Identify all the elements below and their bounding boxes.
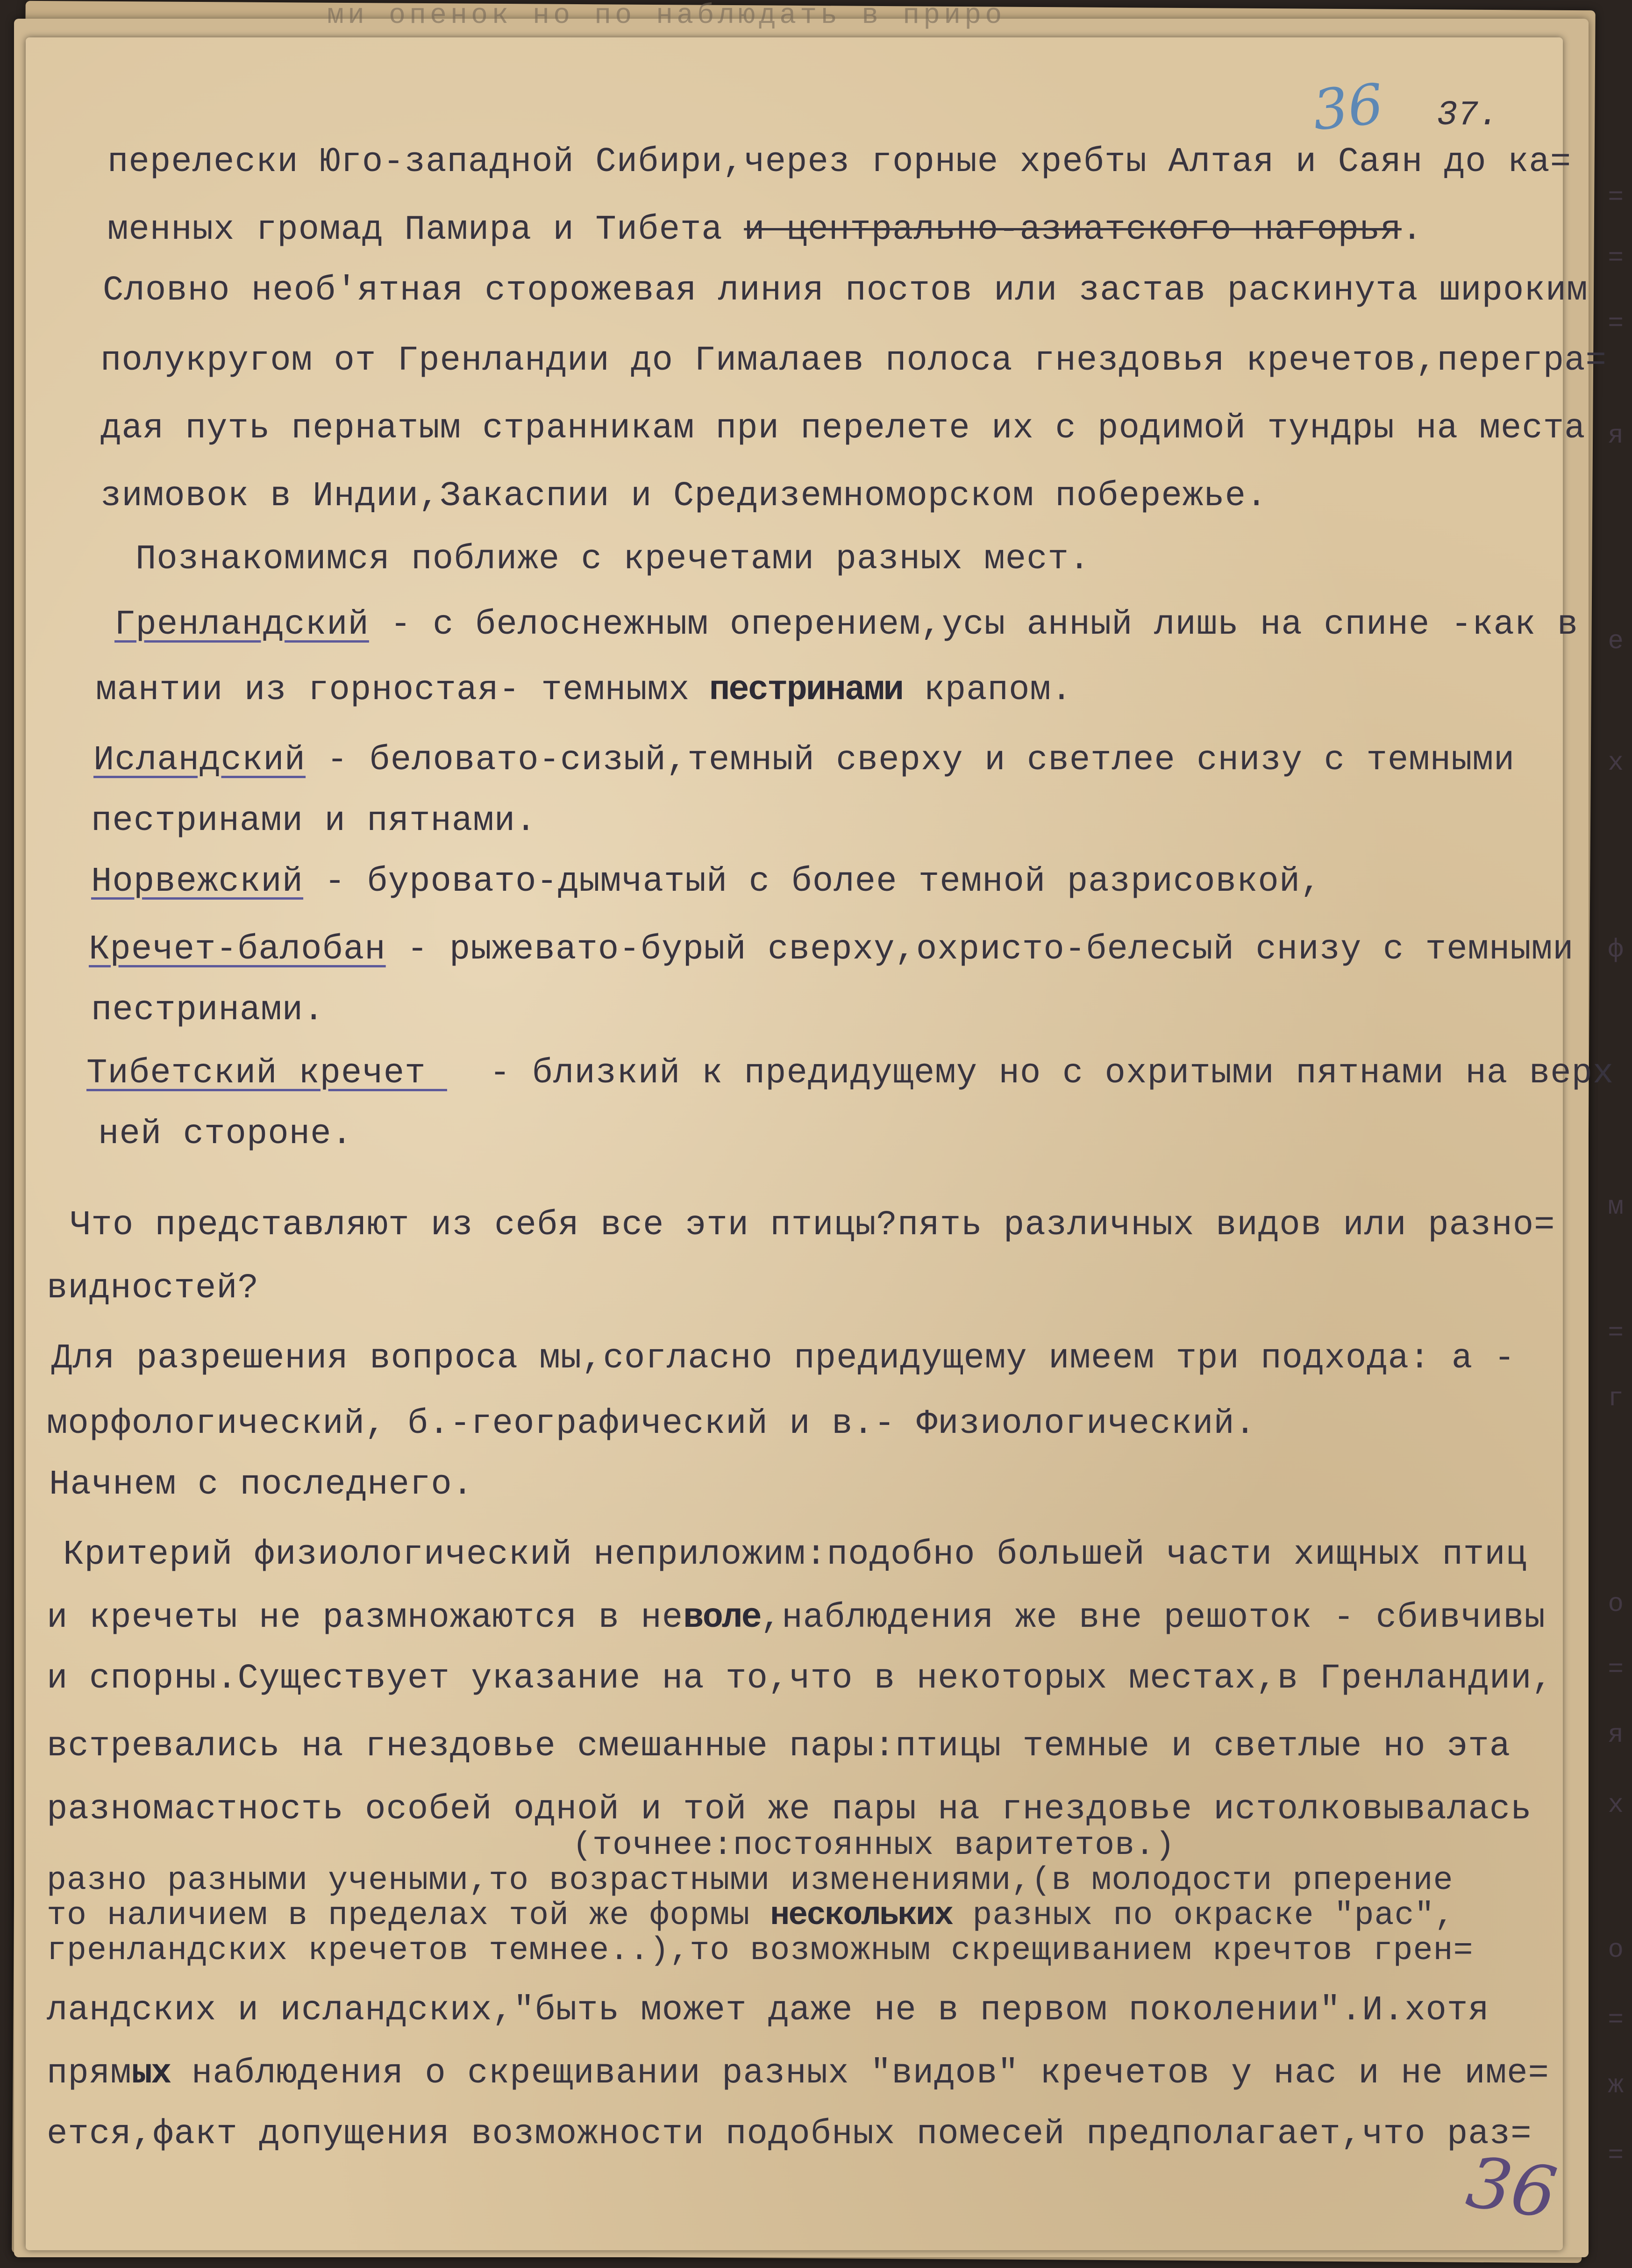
edge-fragment: = xyxy=(1608,1654,1624,1684)
text-span: менных громад Памира и Тибета xyxy=(107,210,744,250)
subspecies-name: Кречет-балобан xyxy=(89,930,386,969)
text-span: - с белоснежным оперением,усы анный лишь на спине -как в xyxy=(369,605,1579,644)
text-line: ней стороне. xyxy=(98,1115,353,1154)
text-span: х xyxy=(669,671,690,710)
text-line xyxy=(47,1598,1546,1638)
edge-fragment: = xyxy=(1608,2140,1624,2170)
edge-fragment: я xyxy=(1608,421,1624,451)
text-line: Познакомимся поближе с кречетами разных мест. xyxy=(135,540,1090,579)
edge-fragment: = xyxy=(1608,182,1624,212)
text-line: Что представляют из себя все эти птицы?пять различных видов или разно= xyxy=(70,1206,1555,1245)
text-line xyxy=(96,673,1072,708)
text-span: разных по окраске "рас", xyxy=(952,1897,1455,1934)
underlying-pages-edge xyxy=(1562,0,1632,2268)
inserted-line: (точнее:постоянных варитетов.) xyxy=(572,1827,1176,1864)
edge-fragment: ж xyxy=(1608,2070,1624,2100)
subspecies-name: Гренландский xyxy=(114,605,369,644)
text-span: - беловато-сизый,темный сверху и светлее снизу с темными xyxy=(306,741,1515,780)
subspecies-name: Тибетский кречет xyxy=(86,1054,447,1093)
text-line xyxy=(86,1056,1614,1091)
edge-fragment: х xyxy=(1608,1790,1624,1820)
edge-fragment: = xyxy=(1608,243,1624,273)
struck-text: и центрально-азиатского нагорья xyxy=(744,210,1402,250)
text-line: Словно необ'ятная сторожевая линия постов или застав раскинута широким xyxy=(103,271,1588,310)
previous-page-text: ми опенок но по наблюдать в приро xyxy=(327,0,1006,32)
handwritten-page-number: 36 xyxy=(1310,71,1386,143)
text-line xyxy=(93,743,1515,778)
text-span: - рыжевато-бурый сверху,охристо-белесый снизу с темными xyxy=(385,930,1574,969)
text-line: гренландских кречетов темнее..),то возможным скрещиванием кречтов грен= xyxy=(47,1932,1474,1969)
typed-page-number: 37. xyxy=(1437,96,1499,135)
text-line: ется,факт допущения возможности подобных помесей предполагает,что раз= xyxy=(47,2115,1532,2154)
text-line: Для разрешения вопроса мы,согласно предидущему имеем три подхода: а - xyxy=(51,1339,1516,1378)
text-line xyxy=(91,862,1322,901)
overtyped-text: воле xyxy=(683,1598,761,1638)
text-line: Начнем с последнего. xyxy=(49,1465,474,1504)
edge-fragment: е xyxy=(1608,626,1624,656)
overtyped-text: пестринами xyxy=(690,671,903,710)
text-line xyxy=(89,932,1574,967)
text-span: ,наблюдения же вне решоток - сбивчивы xyxy=(760,1598,1546,1638)
handwritten-page-number: 36 xyxy=(1461,2141,1562,2235)
text-line: зимовок в Индии,Закаспии и Средиземноморском побережье. xyxy=(100,477,1268,516)
text-line: разномастность особей одной и той же пары на гнездовье истолковывалась xyxy=(47,1790,1532,1829)
text-line: и спорны.Существует указание на то,что в некоторых местах,в Гренландии, xyxy=(47,1659,1553,1698)
overtyped-text: нескольких xyxy=(770,1897,953,1934)
text-line xyxy=(47,1897,1455,1934)
subspecies-name: Исландский xyxy=(93,741,306,780)
typewritten-page xyxy=(26,37,1614,2250)
edge-fragment: = xyxy=(1608,2005,1624,2035)
edge-fragment: о xyxy=(1608,1589,1624,1619)
text-span: . xyxy=(1401,210,1423,250)
subspecies-name: Норвежский xyxy=(91,862,304,901)
text-line: ландских и исландских,"быть может даже не в первом поколении".И.хотя xyxy=(47,1991,1489,2030)
text-line: пестринами и пятнами. xyxy=(91,801,537,841)
text-line: пестринами. xyxy=(91,991,325,1030)
text-span: мантии из горностая- темным xyxy=(96,671,669,710)
edge-fragment: х xyxy=(1608,748,1624,778)
edge-fragment: м xyxy=(1608,1192,1624,1222)
overtyped-text: ых xyxy=(131,2054,171,2093)
text-line xyxy=(114,605,1579,644)
text-span: и кречеты не размножаются в не xyxy=(47,1598,684,1638)
text-line: встревались на гнездовье смешанные пары:птицы темные и светлые но эта xyxy=(47,1727,1511,1766)
text-line: перелески Юго-западной Сибири,через горные хребты Алтая и Саян до ка= xyxy=(107,143,1572,182)
text-line: разно разными учеными,то возрастными изменениями,(в молодости рперение xyxy=(47,1862,1454,1899)
text-line: видностей? xyxy=(47,1269,259,1308)
text-line: морфологический, б.-географический и в.- Физиологический. xyxy=(47,1404,1256,1444)
text-line: полукругом от Гренландии до Гималаев полоса гнездовья кречетов,перегра= xyxy=(100,341,1607,380)
text-span: крапом. xyxy=(902,671,1073,710)
text-line: Критерий физиологический неприложим:подобно большей части хищных птиц xyxy=(63,1535,1527,1574)
text-line xyxy=(47,2056,1549,2091)
edge-fragment: о xyxy=(1608,1935,1624,1965)
text-span: наблюдения о скрещивании разных "видов" кречетов у нас и не име= xyxy=(170,2054,1549,2093)
text-span: то наличием в пределах той же формы xyxy=(47,1897,770,1934)
edge-fragment: = xyxy=(1608,1318,1624,1348)
text-span: - буровато-дымчатый с более темной разрисовкой, xyxy=(303,862,1322,901)
edge-fragment: г xyxy=(1608,1383,1624,1413)
text-line: дая путь пернатым странникам при перелете их с родимой тундры на места xyxy=(100,409,1586,448)
edge-fragment: ф xyxy=(1608,935,1624,965)
text-span: прям xyxy=(47,2054,132,2093)
edge-fragment: я xyxy=(1608,1720,1624,1750)
text-line xyxy=(107,210,1423,250)
text-span: - близкий к предидущему но с охритыми пятнами на верх xyxy=(447,1054,1614,1093)
edge-fragment: = xyxy=(1608,308,1624,338)
